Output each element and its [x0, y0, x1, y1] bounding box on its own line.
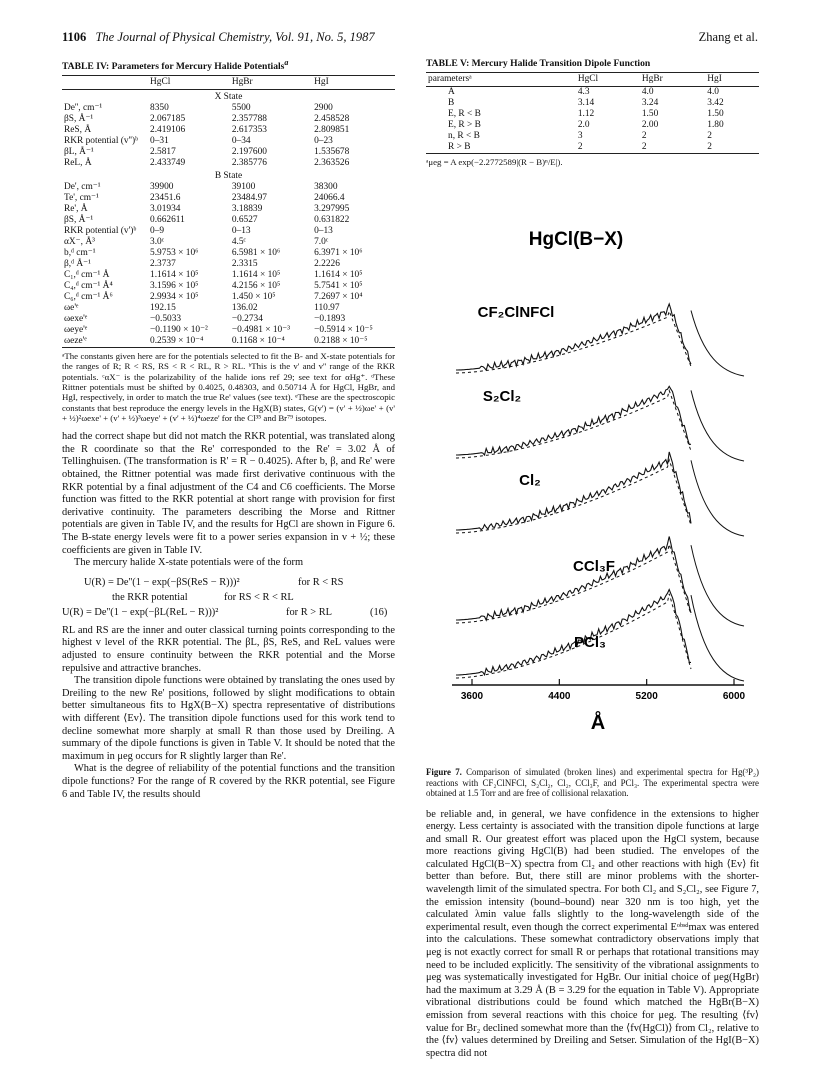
equation-condition: for RS < R < RL	[224, 591, 294, 603]
equation-16	[62, 575, 395, 620]
table4-cell: C₄,ᵈ cm⁻¹ Å⁴	[64, 281, 113, 292]
table5-row	[426, 131, 759, 142]
table4-row	[62, 125, 395, 136]
table5-cell: 2.00	[641, 120, 659, 130]
table4-cell: ωeye'ᵉ	[64, 325, 88, 336]
figure-7-plot	[426, 175, 759, 765]
table4-cell: −0.5033	[150, 314, 182, 325]
paragraph: be reliable and, in general, we have confidence in the extensions to higher energy. Less certainty is associated with the transition dipole functions at large and small R. Our greatest effort was placed upon the HgCl system, because more reactions giving HgCl(B) had been studied. The envelopes of the calculated HgCl(B−X) spectra from Cl₂ and other reactions with high ⟨Ev⟩ fit better than before. But, there still are minor problems with the shorter-wavelength limit of the simulated spectra. For both Cl₂ and S₂Cl₂, see Figure 7, the emission intensity (bound–bound) near 320 nm is too high, yet the calculated λmin value falls slightly to the long-wavelength side of the experimental result, even though the correct experimental Eᵒᵇˢᵈmax was entered into the calculations. These somewhat contradictory observations imply that μeg is not exactly correct for small R or perhaps that rotational transitions may need to be included explicitly. The sensitivity of the vibrational assignments to μeg was systematically investigated for HgBr. Our initial choice of μeg(HgBr) had the maximum at 3.29 Å (B = 3.29 for the equation in Table V). Appropriate vibrational distributions could be found which matched the HgBr(B−X) emission from several reactions with this choice for μeg. The resulting ⟨fv⟩ value for Br₂ declined somewhat more than the ⟨fv(HgCl)⟩ from Cl₂, relative to the ⟨fv⟩ values determined by Dreiling and Setser. Simulation of the HgI(B−X) spectra did not	[426, 808, 759, 1059]
panel-label: PCl₃	[574, 634, 606, 652]
table4-cell: 7.0ᶜ	[314, 237, 329, 248]
table4-cell: 1.450 × 10⁵	[231, 292, 276, 303]
right-column	[426, 58, 759, 1060]
equation-line: U(R) = De''(1 − exp(−βL(ReL − R)))²	[62, 606, 219, 618]
table4-cell: 2.458528	[314, 114, 350, 125]
table4-cell: 2.363526	[314, 158, 350, 169]
table4-section-row	[62, 169, 395, 182]
paragraph: The transition dipole functions were obtained by translating the ones used by Dreiling to the new Re' positions, followed by slight modifications to obtain better simultaneous fits to HgX(B−X) spectra representative of distributions with different ⟨Ev⟩. The transition dipole functions used for this work tend to decline somewhat more sharply at small R than those used by Dreiling. A summary of the dipole functions is given in Table V. It should be noted that the maximum in μeg occurs for R slightly larger than Re'.	[62, 675, 395, 762]
table4-cell: 1.1614 × 10⁵	[150, 270, 199, 281]
equation-line: U(R) = De''(1 − exp(−βS(ReS − R)))²	[84, 576, 240, 588]
table4-section-label: B State	[214, 171, 243, 182]
table4-cell: 0.2539 × 10⁻⁴	[148, 336, 230, 348]
table5-cell: 3.14	[577, 98, 595, 108]
table4-row	[62, 147, 395, 158]
table4-cell: 2.3737	[150, 259, 176, 270]
table4-cell: b,ᵈ cm⁻¹	[64, 248, 96, 259]
table4-cell: 0–31	[150, 136, 169, 147]
table4-cell: 2.433749	[150, 158, 186, 169]
table5-cell: 1.80	[707, 120, 724, 130]
table4-cell: 0.2188 × 10⁻⁵	[312, 336, 395, 348]
table5-row	[426, 98, 759, 109]
experimental-spectrum-trace	[456, 537, 691, 621]
table5-cell: 4.3	[577, 87, 590, 97]
table4-cell: 2.9934 × 10⁵	[150, 292, 199, 303]
table5-cell: 2	[576, 142, 640, 154]
header-author: Zhang et al.	[698, 30, 758, 44]
table5	[426, 72, 759, 154]
table4-cell: De', cm⁻¹	[64, 182, 101, 193]
table5-cell: 1.50	[641, 109, 659, 119]
table4-cell: −0.1893	[314, 314, 346, 325]
table4-cell: 3.297995	[314, 204, 350, 215]
x-axis-unit: Å	[590, 712, 606, 735]
table4-cell: 2.067185	[150, 114, 186, 125]
table4-cell: 7.2697 × 10⁴	[314, 292, 363, 303]
spectrum-tail	[691, 391, 744, 462]
table4-cell: 192.15	[150, 303, 176, 314]
table4-cell: Re', Å	[64, 204, 88, 215]
table4-cell: 2.5817	[150, 147, 176, 158]
table4-cell: 0–13	[231, 226, 251, 237]
table5-cell: 4.0	[707, 87, 719, 97]
table5-body	[426, 87, 759, 154]
table4-cell: ReS, Å	[64, 125, 92, 136]
equation-number: (16)	[370, 606, 388, 618]
table5-cell: 2.0	[577, 120, 590, 130]
table4-cell: 2.197600	[231, 147, 267, 158]
table5-cell: 4.0	[641, 87, 654, 97]
table4-cell: 5.9753 × 10⁶	[150, 248, 199, 259]
figure-7-caption: Figure 7. Comparison of simulated (broken lines) and experimental spectra for Hg(³P₂) reactions with CF₂ClNFCl, S₂Cl₂, Cl₂, CCl₃F, and PCl₃. The experimental spectra were obtained at 1.5 Torr and are free of collisional relaxation.	[426, 767, 760, 799]
table4-cell: −0.1190 × 10⁻²	[150, 325, 208, 336]
table4-cell: 0.6527	[231, 215, 258, 226]
table5-col-header: HgCl	[576, 73, 640, 87]
table4-cell: 2.419106	[150, 125, 186, 136]
table5-footnote: ᵃμeg = A exp(−2.2772589|(R − B)ⁿ/E|).	[426, 157, 563, 167]
table4-row	[62, 270, 395, 281]
table4-row	[62, 314, 395, 325]
table4-header-row	[62, 76, 395, 90]
table5-cell: 3.42	[707, 98, 724, 108]
table4-cell: Te', cm⁻¹	[64, 193, 99, 204]
table4-col-header	[62, 76, 148, 90]
table4-cell: βS, Å⁻¹	[64, 215, 94, 226]
table5-cell: 2	[641, 131, 647, 141]
table5-caption: TABLE V: Mercury Halide Transition Dipole Function	[426, 58, 651, 69]
table4-row	[62, 158, 395, 169]
table4-cell: 2900	[314, 103, 333, 114]
table5-cell: R > B	[426, 142, 576, 154]
table4-row	[62, 325, 395, 336]
table4-footnote: ᵃThe constants given here are for the potentials selected to fit the B- and X-state potentials for the ranges of R; R < RS, RS < R < RL, R > RL. ᵇThis is the v' and v'' range of the RKR potentials. ᶜαX⁻ is the polarizability of the halide ions ref 29; see text for αHg⁺. ᵈThese Rittner potentials must be shifted by 0.4025, 0.48303, and 0.50714 Å for HgCl, HgBr, and HgI, respectively, in order to match the true Re' values (see text). ᵉThese are the spectroscopic constants that best reproduce the energy levels in the HgX(B) states, G(v') = (v' + ½)ωe' + (v' + ½)²ωexe' + (v' + ½)³ωeye' + (v' + ½)⁴ωeze' for the Cl³⁵ and Br⁷⁹ isotopes.	[62, 351, 395, 423]
simulated-spectrum-trace	[456, 460, 691, 533]
table4-cell: 39100	[231, 182, 256, 193]
table4-cell: 0.631822	[314, 215, 350, 226]
header-left	[62, 30, 375, 45]
page-number: 1106	[62, 30, 87, 44]
table4-cell: βL, Å⁻¹	[64, 147, 94, 158]
journal-citation: The Journal of Physical Chemistry, Vol. 91, No. 5, 1987	[95, 30, 375, 44]
table4-cell: C₆,ᵈ cm⁻¹ Å⁶	[64, 292, 113, 303]
table4-cell: 23484.97	[231, 193, 267, 204]
table4-cell: ωeze'ᵉ	[62, 336, 148, 348]
x-tick-label: 5200	[635, 691, 658, 703]
table5-col-header: parametersᵃ	[426, 73, 576, 87]
table4-cell: 2.357788	[231, 114, 267, 125]
table5-cell: E, R < B	[448, 109, 481, 119]
table4-col-header: HgCl	[148, 76, 230, 90]
table4-cell: 3.01934	[150, 204, 181, 215]
table4-cell: −0.5914 × 10⁻⁵	[314, 325, 373, 336]
table4-cell: αX⁻, Å³	[64, 237, 95, 248]
table4-section-row	[62, 90, 395, 104]
table4-row	[62, 215, 395, 226]
table5-cell: 1.12	[577, 109, 595, 119]
table4-cell: 39900	[150, 182, 174, 193]
spectrum-tail	[691, 595, 744, 681]
table4-row	[62, 259, 395, 270]
paragraph: What is the degree of reliability of the potential functions and the transition dipole functions? For the range of R covered by the RKR potential, see Figure 6 and Table IV, the results should	[62, 763, 395, 800]
table4-cell: 136.02	[231, 303, 258, 314]
table4-cell: −0.4981 × 10⁻³	[231, 325, 291, 336]
table5-cell: 3.24	[641, 98, 659, 108]
table5-cell: E, R > B	[448, 120, 481, 130]
table4-cell: 0–13	[314, 226, 333, 237]
table4-cell: 2.385776	[231, 158, 267, 169]
table4-cell: De'', cm⁻¹	[64, 103, 103, 114]
table5-col-header: HgI	[705, 73, 759, 87]
table4-cell: RKR potential (v'')ᵇ	[64, 136, 138, 147]
equation-condition: for R > RL	[286, 606, 332, 618]
table4-row	[62, 182, 395, 193]
table4-cell: ωexe'ᵉ	[64, 314, 88, 325]
table5-row	[426, 120, 759, 131]
table4-cell: 1.535678	[314, 147, 350, 158]
table4-cell: −0.2734	[231, 314, 263, 325]
table5-row	[426, 87, 759, 99]
table4-cell: 3.0ᶜ	[150, 237, 165, 248]
table5-cell: 1.50	[707, 109, 724, 119]
figure-7	[426, 175, 759, 765]
table4-cell: 4.2156 × 10⁵	[231, 281, 281, 292]
table4-row	[62, 237, 395, 248]
table4-cell: 24066.4	[314, 193, 345, 204]
table4-cell: RKR potential (v')ᵇ	[64, 226, 137, 237]
table4-cell: 1.1614 × 10⁵	[231, 270, 281, 281]
table4-cell: 2.809851	[314, 125, 350, 136]
table4-cell: 110.97	[314, 303, 340, 314]
table4-cell: 6.5981 × 10⁶	[231, 248, 281, 259]
panel-label: S₂Cl₂	[482, 388, 522, 406]
table4-section-label: X State	[214, 92, 243, 103]
table4-cell: C₁,ᵈ cm⁻¹ Å	[64, 270, 110, 281]
spectrum-tail	[691, 545, 744, 626]
table4-cell: 0.1168 × 10⁻⁴	[230, 336, 312, 348]
table4-cell: 23451.6	[150, 193, 181, 204]
table4-body	[62, 90, 395, 348]
table4-row	[62, 114, 395, 125]
table4-cell: 2.617353	[231, 125, 267, 136]
table4-cell: 0.662611	[150, 215, 185, 226]
table4-row	[62, 136, 395, 147]
panel-label: CCl₃F	[573, 558, 615, 576]
table5-header-row	[426, 73, 759, 87]
table4-cell: 2.2226	[314, 259, 340, 270]
table4-cell: βS, Å⁻¹	[64, 114, 94, 125]
table5-row	[426, 109, 759, 120]
table4-cell: 2.3315	[231, 259, 258, 270]
simulated-spectrum-trace	[456, 545, 691, 624]
table4-cell: 8350	[150, 103, 169, 114]
x-tick-label: 4400	[548, 691, 571, 703]
table4-cell: 0–9	[150, 226, 165, 237]
table4-cell: 1.1614 × 10⁵	[314, 270, 363, 281]
paragraph: The mercury halide X-state potentials were of the form	[74, 557, 304, 569]
running-header	[62, 30, 758, 48]
table5-cell: A	[448, 87, 455, 97]
x-tick-label: 3600	[460, 691, 484, 703]
table4-row	[62, 281, 395, 292]
panel-label: Cl₂	[519, 472, 541, 490]
equation-condition: for R < RS	[298, 576, 344, 588]
left-column	[62, 58, 395, 801]
table4-row	[62, 292, 395, 303]
table4-row	[62, 204, 395, 215]
table4-cell: 0–23	[314, 136, 333, 147]
table4-cell: 3.18839	[231, 204, 263, 215]
table5-cell: 2	[707, 131, 712, 141]
table4-caption: TABLE IV: Parameters for Mercury Halide Potentials$^a$	[62, 58, 289, 73]
table4-row	[62, 303, 395, 314]
table5-cell: B	[448, 98, 455, 108]
table4-row	[62, 103, 395, 114]
table4-cell: ωe'ᵉ	[64, 303, 79, 314]
table4-row	[62, 336, 395, 348]
table5-cell: 2	[640, 142, 705, 154]
table5-cell: 2	[705, 142, 759, 154]
table4-cell: 0–34	[231, 136, 251, 147]
table4-cell: 6.3971 × 10⁶	[314, 248, 363, 259]
table4-cell: 5.7541 × 10⁵	[314, 281, 363, 292]
paragraph: RL and RS are the inner and outer classical turning points corresponding to the highest v level of the RKR potential. The βL, βS, ReS, and ReL values were adjusted to ensure continuity between the RKR potential and the Morse repulsive and attractive branches.	[62, 624, 395, 674]
table4-cell: ReL, Å	[64, 158, 92, 169]
table4	[62, 75, 395, 348]
table4-cell: 4.5ᶜ	[231, 237, 246, 248]
experimental-spectrum-trace	[456, 452, 691, 530]
table4-col-header: HgBr	[230, 76, 312, 90]
equation-line: the RKR potential	[112, 591, 188, 603]
table5-cell: 3	[577, 131, 583, 141]
table4-col-header: HgI	[312, 76, 395, 90]
table4-row	[62, 248, 395, 259]
panel-label: CF₂ClNFCl	[477, 304, 555, 322]
table4-row	[62, 226, 395, 237]
table5-row	[426, 142, 759, 154]
figure-title: HgCl(B−X)	[528, 229, 624, 251]
table4-cell: β,ᵈ Å⁻¹	[64, 259, 91, 270]
experimental-spectrum-trace	[456, 590, 691, 676]
table4-row	[62, 193, 395, 204]
table5-cell: n, R < B	[448, 131, 480, 141]
paragraph: had the correct shape but did not match the RKR potential, was translated along the R coordinate so that the Re' corresponded to the Re' = 3.02 Å of Tellinghuisen. (The transformation is R' = R − 0.4025). After b, β, and Re' were obtained, the Rittner potential was made first derivative continuous with the RKR potential by a final adjustment of the C4 and C6 coefficients. The Morse function was fitted to the RKR potential at short range with provision for first derivative continuity. The parameters describing the Morse and Rittner potentials are given in Table IV, and the results for HgCl are shown in Figure 6. The B-state energy levels were fit to a power series expansion in v + ½; these coefficients are given in Table IV.	[62, 431, 395, 556]
x-tick-label: 6000	[722, 691, 746, 703]
table5-col-header: HgBr	[640, 73, 705, 87]
table4-cell: 5500	[231, 103, 251, 114]
table4-cell: 38300	[314, 182, 338, 193]
table4-cell: 3.1596 × 10⁵	[150, 281, 199, 292]
spectrum-tail	[691, 311, 744, 377]
spectrum-tail	[691, 461, 744, 537]
